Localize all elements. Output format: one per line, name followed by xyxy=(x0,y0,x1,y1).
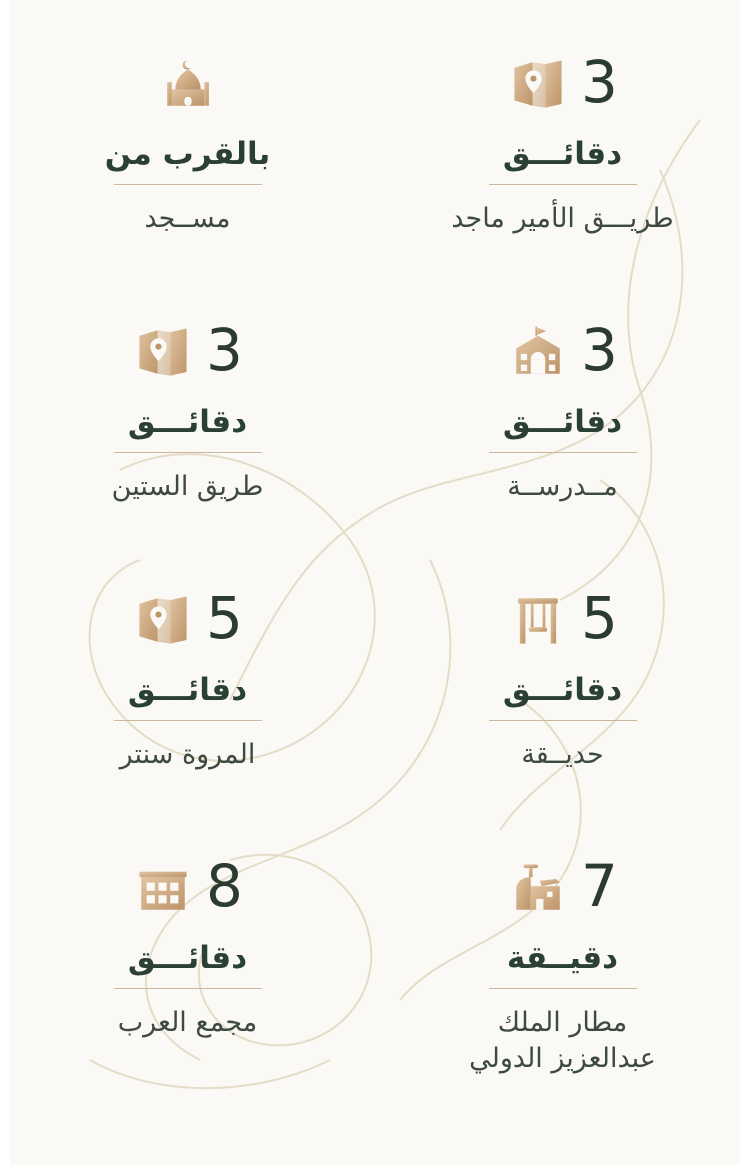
card-divider xyxy=(489,988,637,989)
place-card[interactable] xyxy=(73,564,303,832)
card-divider xyxy=(114,988,262,989)
place-name: مطار الملك عبدالعزيز الدولي xyxy=(469,1007,656,1075)
map-pin-icon xyxy=(132,587,194,649)
place-card-header xyxy=(73,578,303,658)
place-value: 8 xyxy=(206,852,243,920)
place-card-header xyxy=(73,846,303,926)
place-unit: دقائـــق xyxy=(127,940,248,976)
place-card[interactable] xyxy=(448,28,678,296)
place-card[interactable] xyxy=(448,296,678,564)
place-name: مجمع العرب xyxy=(117,1007,258,1038)
place-value: 3 xyxy=(581,48,618,116)
card-divider xyxy=(489,452,637,453)
place-name: طريـــق الأمير ماجد xyxy=(451,203,674,234)
map-pin-icon xyxy=(507,51,569,113)
place-card-header xyxy=(73,42,303,122)
place-name: مســجد xyxy=(144,203,231,234)
mosque-icon xyxy=(157,51,219,113)
card-divider xyxy=(114,720,262,721)
place-card[interactable] xyxy=(73,296,303,564)
place-card-header xyxy=(448,42,678,122)
place-card-header xyxy=(448,310,678,390)
place-unit: بالقرب من xyxy=(104,136,271,172)
right-page-edge xyxy=(740,0,750,1165)
place-unit: دقيــقة xyxy=(506,940,619,976)
place-card-header xyxy=(73,310,303,390)
place-name: المروة سنتر xyxy=(119,739,256,770)
card-divider xyxy=(114,452,262,453)
place-card-header xyxy=(448,846,678,926)
place-value: 3 xyxy=(581,316,618,384)
left-page-edge xyxy=(0,0,10,1165)
school-icon xyxy=(507,319,569,381)
place-name: مــدرســة xyxy=(507,471,618,502)
place-card[interactable] xyxy=(448,564,678,832)
place-value: 5 xyxy=(206,584,243,652)
place-name: حديــقة xyxy=(521,739,604,770)
card-divider xyxy=(489,184,637,185)
playground-icon xyxy=(507,587,569,649)
place-card[interactable] xyxy=(73,28,303,296)
place-unit: دقائـــق xyxy=(127,672,248,708)
place-name: طريق الستين xyxy=(111,471,264,502)
place-unit: دقائـــق xyxy=(502,672,623,708)
place-unit: دقائـــق xyxy=(502,404,623,440)
mall-icon xyxy=(132,855,194,917)
place-card[interactable] xyxy=(73,832,303,1100)
place-card-header xyxy=(448,578,678,658)
map-pin-icon xyxy=(132,319,194,381)
place-unit: دقائـــق xyxy=(127,404,248,440)
card-divider xyxy=(489,720,637,721)
place-value: 7 xyxy=(581,852,618,920)
place-value: 5 xyxy=(581,584,618,652)
place-value: 3 xyxy=(206,316,243,384)
card-divider xyxy=(114,184,262,185)
place-card[interactable] xyxy=(448,832,678,1100)
airport-icon xyxy=(507,855,569,917)
place-unit: دقائـــق xyxy=(502,136,623,172)
